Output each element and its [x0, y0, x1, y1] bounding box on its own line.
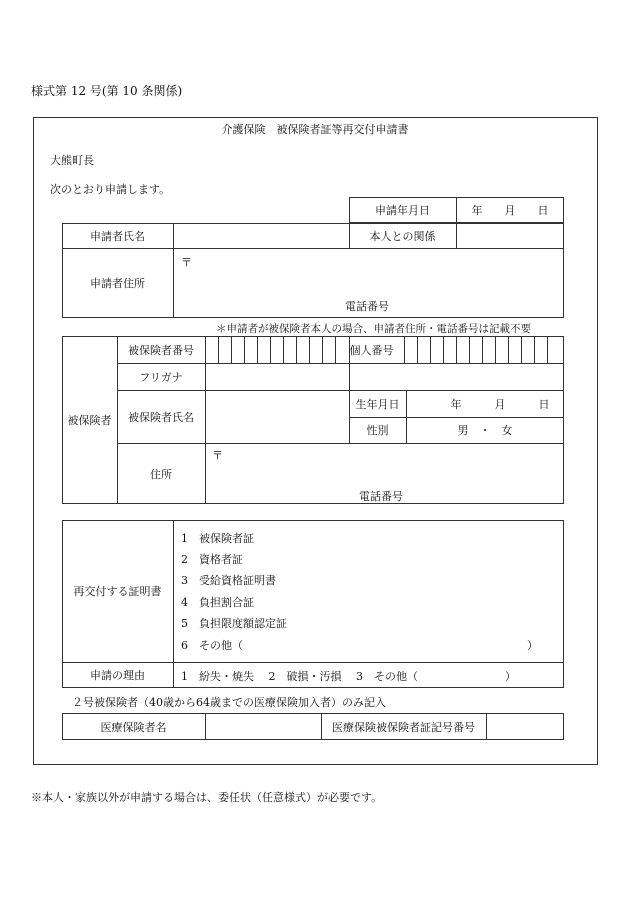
reissue-label: 再交付する証明書: [73, 585, 162, 598]
insured-name-label: 被保険者氏名: [128, 410, 194, 424]
birthdate-label: 生年月日: [355, 397, 400, 411]
application-date-label: 申請年月日: [375, 204, 430, 217]
application-date-value[interactable]: 年 月 日: [471, 204, 549, 217]
relation-label: 本人との関係: [369, 229, 436, 243]
insured-group-label: 被保険者: [67, 414, 112, 427]
reason-label: 申請の理由: [90, 669, 145, 682]
applicant-name-input[interactable]: [176, 226, 346, 245]
footer-note: ※本人・家族以外が申請する場合は、委任状（任意様式）が必要です。: [31, 791, 383, 804]
insured-phone-label: 電話番号: [359, 490, 403, 503]
sex-label: 性別: [366, 424, 389, 437]
medical-number-input[interactable]: [489, 716, 561, 737]
reissue-item-1[interactable]: 1 被保険者証: [181, 532, 254, 545]
reissue-close-paren: ）: [527, 639, 538, 652]
reissue-item-6[interactable]: 6 その他（: [181, 639, 243, 652]
medical-insurer-label: 医療保険者名: [100, 720, 167, 734]
insured-number-label: 被保険者番号: [128, 343, 194, 357]
applicant-postal-mark: 〒: [181, 256, 192, 269]
personal-number-label: 個人番号: [349, 343, 394, 357]
reissue-other-input[interactable]: [270, 636, 520, 654]
reason-close-paren: ）: [505, 670, 516, 683]
relation-input[interactable]: [459, 226, 561, 245]
furigana-label: フリガナ: [139, 370, 183, 384]
note-self: ＊申請者が被保険者本人の場合、申請者住所・電話番号は記載不要: [216, 323, 531, 335]
reissue-item-2[interactable]: 2 資格者証: [181, 553, 243, 566]
insured-postal-mark: 〒: [212, 449, 223, 462]
applicant-name-label: 申請者氏名: [90, 229, 145, 243]
applicant-address-input[interactable]: [195, 254, 555, 294]
intro-text: 次のとおり申請します。: [50, 183, 171, 196]
applicant-address-label: 申請者住所: [90, 277, 145, 290]
form-number: 様式第 12 号(第 10 条関係): [31, 84, 183, 98]
medical-number-label: 医療保険被保険者証記号番号: [332, 720, 475, 734]
addressee: 大熊町長: [50, 154, 94, 167]
birthdate-value[interactable]: 年 月 日: [450, 397, 550, 411]
reason-other-input[interactable]: [440, 666, 500, 684]
medical-insurer-input[interactable]: [208, 716, 318, 737]
reissue-item-3[interactable]: 3 受給資格証明書: [181, 574, 276, 587]
insured-address-input[interactable]: [226, 447, 556, 483]
reissue-item-5[interactable]: 5 負担限度額認定証: [181, 617, 287, 630]
applicant-phone-label: 電話番号: [345, 300, 389, 313]
insured-name-input[interactable]: [208, 393, 346, 440]
reason-options[interactable]: 1 紛失・焼失 2 破損・汚損 3 その他（: [181, 670, 418, 683]
note-no2: ２号被保険者（40歳から64歳までの医療保険加入者）のみ記入: [72, 696, 386, 709]
form-title: 介護保険 被保険者証等再交付申請書: [221, 123, 409, 136]
reissue-item-4[interactable]: 4 負担割合証: [181, 596, 254, 609]
furigana-input[interactable]: [208, 366, 346, 387]
sex-value[interactable]: 男 ・ 女: [457, 424, 513, 437]
insured-address-label: 住所: [150, 467, 172, 481]
